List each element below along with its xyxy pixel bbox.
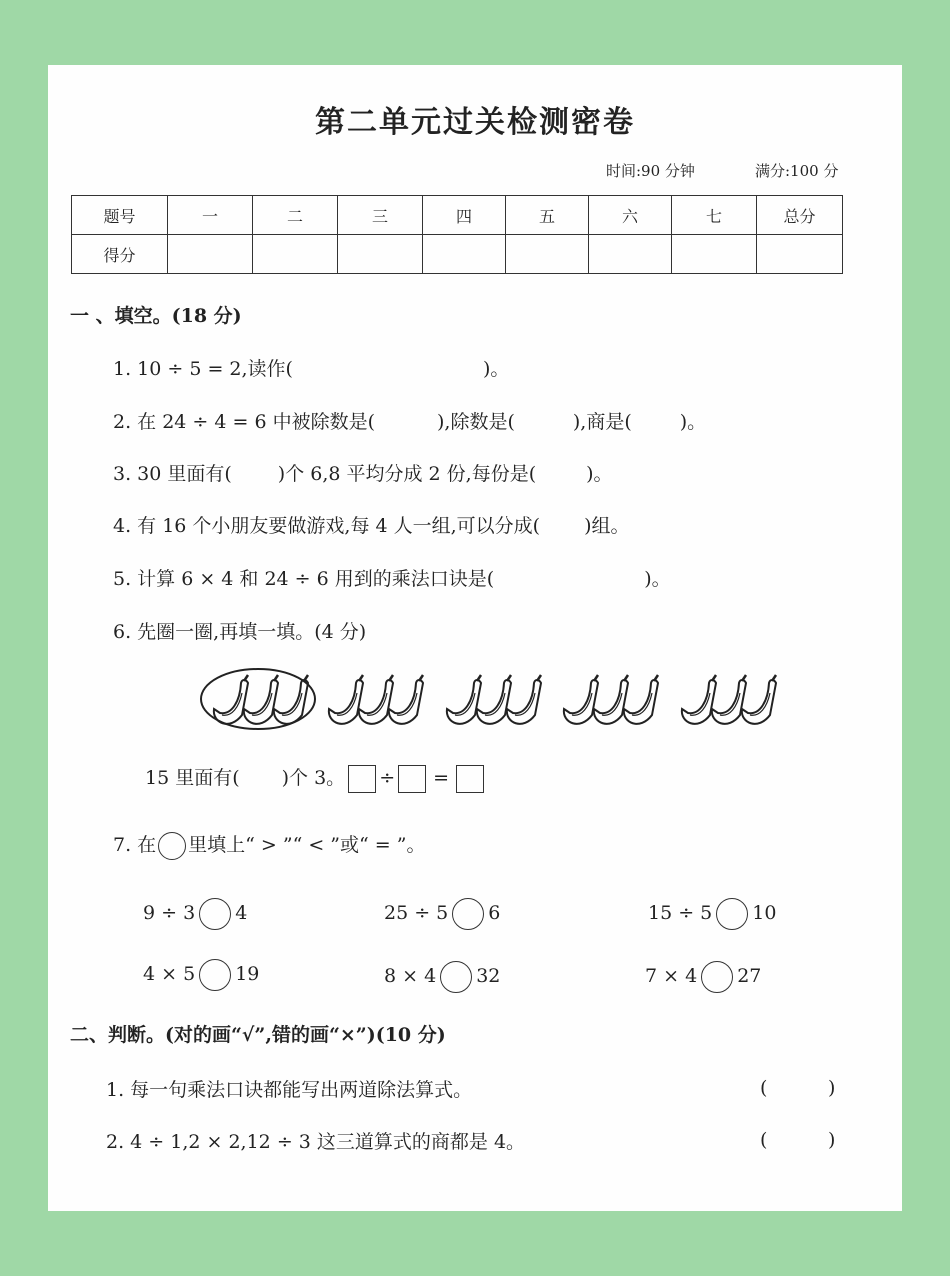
score-table-header-row [72, 196, 843, 235]
judge-answer-blank[interactable] [776, 1073, 824, 1103]
section1-heading: 一 、填空。(18 分) [70, 305, 242, 327]
compare-item [384, 898, 500, 930]
compare-left: 15 ÷ 5 [648, 902, 713, 924]
compare-left: 8 × 4 [384, 965, 437, 987]
q5-text: )。 [644, 568, 671, 590]
banana-illustration [198, 663, 788, 733]
q3-text: )个 6,8 平均分成 2 份,每份是( [277, 463, 537, 485]
score-cell[interactable] [589, 235, 672, 274]
q3-text: )。 [586, 463, 613, 485]
score-table-header: 七 [672, 196, 757, 235]
score-row-label: 得分 [72, 235, 168, 274]
question-2 [113, 407, 706, 434]
exam-full-score: 满分:100 分 [755, 162, 839, 180]
section2-heading: 二、判断。(对的画“√”,错的画“×”)(10 分) [70, 1024, 446, 1046]
q6-fill-text: 15 里面有( [145, 767, 240, 789]
score-cell[interactable] [506, 235, 589, 274]
banana-group [564, 675, 658, 724]
compare-circle[interactable] [452, 898, 484, 930]
q6-fill-text: )个 3。 [281, 767, 346, 789]
question-1 [113, 354, 509, 381]
question-7 [113, 830, 425, 860]
score-table-score-row [72, 235, 843, 274]
judge-paren-right: ) [828, 1129, 836, 1151]
question-6-fill [145, 763, 487, 793]
compare-left: 7 × 4 [645, 965, 698, 987]
q1-text-end: )。 [482, 358, 510, 380]
judge-paren-left: ( [760, 1077, 768, 1099]
compare-right: 6 [488, 902, 501, 924]
score-table-header: 五 [506, 196, 589, 235]
q3-text: 3. 30 里面有( [113, 463, 232, 485]
q4-text: )组。 [584, 515, 630, 537]
compare-item [143, 898, 247, 930]
question-5 [113, 564, 671, 591]
compare-right: 10 [752, 902, 777, 924]
score-table [71, 195, 843, 274]
compare-circle[interactable] [716, 898, 748, 930]
banana-group [447, 675, 541, 724]
compare-item [648, 898, 776, 930]
score-table-header: 题号 [72, 196, 168, 235]
judge-item-1: 1. 每一句乘法口诀都能写出两道除法算式。 [106, 1079, 473, 1101]
q2-text: )。 [679, 411, 707, 433]
q4-text: 4. 有 16 个小朋友要做游戏,每 4 人一组,可以分成( [113, 515, 541, 537]
question-6: 6. 先圈一圈,再填一填。(4 分) [113, 621, 367, 643]
judge-paren-left: ( [760, 1129, 768, 1151]
compare-left: 9 ÷ 3 [143, 902, 196, 924]
q7-text: 里填上“ > ”“ < ”或“ = ”。 [188, 834, 426, 856]
score-table-header: 六 [589, 196, 672, 235]
answer-box[interactable] [348, 765, 376, 793]
compare-item [384, 961, 500, 993]
exam-title: 第二单元过关检测密卷 [315, 105, 635, 140]
compare-circle[interactable] [440, 961, 472, 993]
compare-right: 32 [476, 965, 501, 987]
divide-sign: ÷ [379, 767, 396, 789]
score-cell[interactable] [168, 235, 253, 274]
judge-answer-blank[interactable] [776, 1125, 824, 1155]
score-cell[interactable] [253, 235, 338, 274]
compare-circle[interactable] [701, 961, 733, 993]
question-3 [113, 459, 613, 486]
score-table-header: 二 [253, 196, 338, 235]
exam-paper [48, 65, 902, 1211]
score-cell[interactable] [423, 235, 506, 274]
score-cell[interactable] [757, 235, 843, 274]
compare-left: 4 × 5 [143, 963, 196, 985]
question-4 [113, 511, 630, 538]
compare-left: 25 ÷ 5 [384, 902, 449, 924]
score-table-header: 三 [338, 196, 423, 235]
score-cell[interactable] [338, 235, 423, 274]
q2-text: ),商是( [572, 411, 632, 433]
q5-text: 5. 计算 6 × 4 和 24 ÷ 6 用到的乘法口诀是( [113, 568, 495, 590]
score-table-header: 四 [423, 196, 506, 235]
q7-text: 7. 在 [113, 834, 157, 856]
q1-text: 1. 10 ÷ 5 = 2,读作( [113, 358, 293, 380]
circle-icon [158, 832, 186, 860]
score-table-header: 一 [168, 196, 253, 235]
banana-group [682, 675, 776, 724]
banana-group [329, 675, 423, 724]
judge-item-2: 2. 4 ÷ 1,2 × 2,12 ÷ 3 这三道算式的商都是 4。 [106, 1131, 526, 1153]
q2-text: 2. 在 24 ÷ 4 = 6 中被除数是( [113, 411, 376, 433]
equals-sign: = [433, 767, 450, 789]
compare-item [645, 961, 761, 993]
banana-group [214, 675, 308, 724]
compare-item [143, 959, 259, 991]
compare-right: 27 [737, 965, 762, 987]
judge-paren-right: ) [828, 1077, 836, 1099]
answer-box[interactable] [398, 765, 426, 793]
compare-circle[interactable] [199, 959, 231, 991]
answer-box[interactable] [456, 765, 484, 793]
compare-circle[interactable] [199, 898, 231, 930]
exam-time: 时间:90 分钟 [606, 162, 695, 180]
q2-text: ),除数是( [437, 411, 515, 433]
compare-right: 4 [235, 902, 248, 924]
score-cell[interactable] [672, 235, 757, 274]
compare-right: 19 [235, 963, 260, 985]
score-table-header: 总分 [757, 196, 843, 235]
